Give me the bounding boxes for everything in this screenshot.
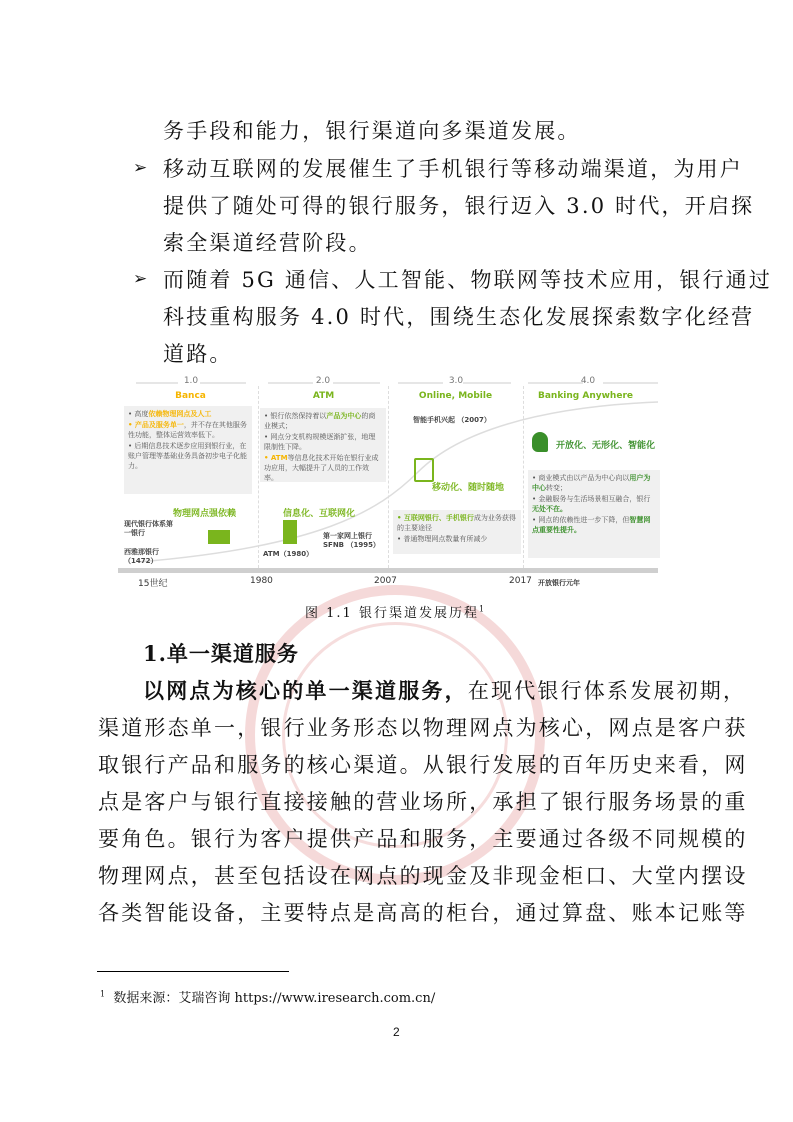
era4-theme: 开放化、无形化、智能化 [556, 441, 656, 451]
bullet1-line1: 移动互联网的发展催生了手机银行等移动端渠道，为用户 [163, 157, 743, 181]
era3-description-box: • 互联网银行、手机银行成为业务获得的主要途径 • 普通物理网点数量有所减少 [393, 510, 521, 554]
era1-note2: 西雅那银行（1472） [124, 548, 159, 565]
era1-note1: 现代银行体系第一银行 [124, 520, 173, 537]
footnote-rule [97, 971, 289, 972]
era-version: 2.0 [315, 376, 331, 386]
timeline-axis [118, 568, 658, 573]
era-version: 4.0 [580, 376, 596, 386]
era2-description-box: • 银行依然保持着以产品为中心的商业模式； • 网点分支机构规模逐渐扩张，地理限制性下降。 • ATM等信息化技术开始在银行业成功应用，大幅提升了人员的工作效率。 [260, 408, 386, 482]
figure-caption: 图 1.1 银行渠道发展历程$^1$ [305, 604, 487, 621]
bullet-arrow-icon: ➢ [133, 269, 148, 289]
axis-note: 开放银行元年 [538, 579, 580, 587]
bullet2-line1: 而随着 5G 通信、人工智能、物联网等技术应用，银行通过 [163, 268, 773, 292]
para-line6: 物理网点，甚至包括设在网点的现金及非现金柜口、大堂内摆设 [98, 864, 748, 888]
section-heading: 1.单一渠道服务 [143, 641, 299, 666]
bullet2-line3: 道路。 [163, 342, 233, 366]
era-name: ATM [312, 391, 335, 401]
head-brain-icon [532, 432, 548, 452]
axis-tick: 15世纪 [138, 579, 168, 589]
para-line3: 取银行产品和服务的核心渠道。从银行发展的百年历史来看，网 [98, 753, 748, 777]
era-version: 3.0 [448, 376, 464, 386]
era2-theme: 信息化、互联网化 [283, 509, 356, 519]
era-name: Banking Anywhere [537, 391, 633, 401]
era2-note2: 第一家网上银行 SFNB （1995） [323, 532, 380, 549]
bullet2-line2: 科技重构服务 4.0 时代，围绕生态化发展探索数字化经营 [163, 305, 755, 329]
para-line4: 点是客户与银行直接接触的营业场所，承担了银行服务场景的重 [98, 790, 748, 814]
axis-tick: 1980 [250, 576, 273, 586]
bullet1-line3: 索全渠道经营阶段。 [163, 231, 372, 255]
era-version: 1.0 [183, 376, 199, 386]
era2-note1: ATM（1980） [263, 550, 314, 558]
era4-description-box: • 商业模式由以产品为中心向以用户为中心转变； • 金融服务与生活场景相互融合，银行无处不在。 • 网点的依赖性进一步下降，但智慧网点重要性提升。 [528, 470, 660, 558]
smartphone-note: 智能手机兴起 （2007） [413, 416, 491, 424]
era3-theme: 移动化、随时随地 [432, 483, 505, 493]
axis-tick: 2007 [374, 576, 397, 586]
footnote: $^1$ 数据来源：艾瑞咨询 https://www.iresearch.com.cn/ [100, 989, 436, 1006]
era1-description-box: • 高度依赖物理网点及人工 • 产品及服务单一，并不存在其他服务性功能，整体运营效率低下。 • 后期信息技术逐步应用到银行业，在账户管理等基础业务具备初步电子化能力。 [124, 406, 252, 494]
era-name: Online, Mobile [418, 391, 493, 401]
para-line1: 以网点为核心的单一渠道服务，在现代银行体系发展初期， [143, 678, 747, 703]
era-name: Banca [175, 391, 206, 401]
bullet-arrow-icon: ➢ [133, 158, 148, 178]
era1-theme: 物理网点强依赖 [173, 509, 237, 519]
bank-channel-timeline-figure [118, 372, 670, 589]
page-number: 2 [393, 1025, 400, 1039]
axis-tick: 2017 [509, 576, 532, 586]
era-divider [523, 386, 524, 568]
para-line2: 渠道形态单一，银行业务形态以物理网点为核心，网点是客户获 [98, 716, 748, 740]
atm-icon [283, 520, 297, 544]
body-line: 务手段和能力，银行渠道向多渠道发展。 [163, 119, 581, 143]
era-divider [258, 386, 259, 568]
bullet1-line2: 提供了随处可得的银行服务，银行迈入 3.0 时代，开启探 [163, 194, 755, 218]
para-line5: 要角色。银行为客户提供产品和服务，主要通过各级不同规模的 [98, 827, 748, 851]
para-line7: 各类智能设备，主要特点是高高的柜台，通过算盘、账本记账等 [98, 901, 748, 925]
bank-counter-icon [208, 530, 230, 544]
era-divider [388, 386, 389, 568]
mobile-phone-icon [414, 458, 434, 482]
